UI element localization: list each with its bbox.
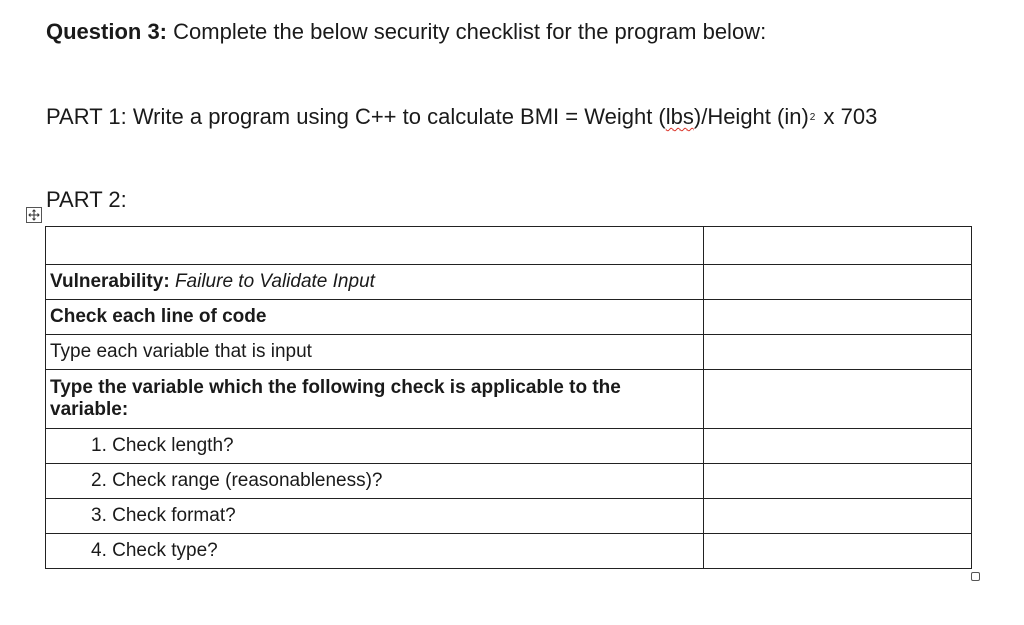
table-cell[interactable] [704, 265, 972, 300]
table-row-vulnerability [46, 265, 972, 300]
table-row-check-lines [46, 300, 972, 335]
table-row-check-length [46, 429, 972, 464]
table-cell[interactable] [46, 227, 704, 265]
vulnerability-label: Vulnerability: [50, 271, 170, 292]
table-cell[interactable] [704, 300, 972, 335]
check-format-label[interactable]: 3. Check format? [46, 499, 704, 534]
table-row-type-input [46, 335, 972, 370]
table-cell[interactable] [46, 265, 704, 300]
table-row-check-format [46, 499, 972, 534]
security-checklist-table [45, 226, 972, 569]
table-row-check-type [46, 534, 972, 569]
part1-superscript: 2 [809, 112, 816, 123]
type-input-label[interactable]: Type each variable that is input [46, 335, 704, 370]
table-row-type-variable [46, 370, 972, 429]
part1-suffix: x 703 [823, 104, 878, 129]
table-row-check-range [46, 464, 972, 499]
check-type-label[interactable]: 4. Check type? [46, 534, 704, 569]
check-lines-label[interactable]: Check each line of code [46, 300, 704, 335]
table-cell[interactable] [704, 227, 972, 265]
question-heading [46, 18, 766, 46]
part1-middle: )/Height (in) [693, 104, 809, 129]
part1-instruction [46, 103, 877, 132]
table-cell[interactable] [704, 499, 972, 534]
spellcheck-flagged-word[interactable]: lbs [665, 104, 694, 129]
table-cell[interactable] [704, 370, 972, 429]
check-length-label[interactable]: 1. Check length? [46, 429, 704, 464]
table-resize-handle[interactable] [971, 572, 980, 581]
question-label: Question 3: [46, 19, 168, 44]
table-row-header [46, 227, 972, 265]
table-cell[interactable] [704, 534, 972, 569]
part2-label: PART 2: [46, 187, 127, 212]
check-range-label[interactable]: 2. Check range (reasonableness)? [46, 464, 704, 499]
table-move-icon[interactable] [26, 207, 42, 223]
table-cell[interactable] [704, 335, 972, 370]
vulnerability-value: Failure to Validate Input [174, 271, 375, 292]
part1-prefix: PART 1: Write a program using C++ to calculate BMI = Weight ( [46, 104, 666, 129]
table-cell[interactable] [704, 464, 972, 499]
table-cell[interactable] [704, 429, 972, 464]
type-variable-label[interactable]: Type the variable which the following check is applicable to the variable: [46, 370, 704, 429]
question-text: Complete the below security checklist for the program below: [173, 19, 767, 44]
